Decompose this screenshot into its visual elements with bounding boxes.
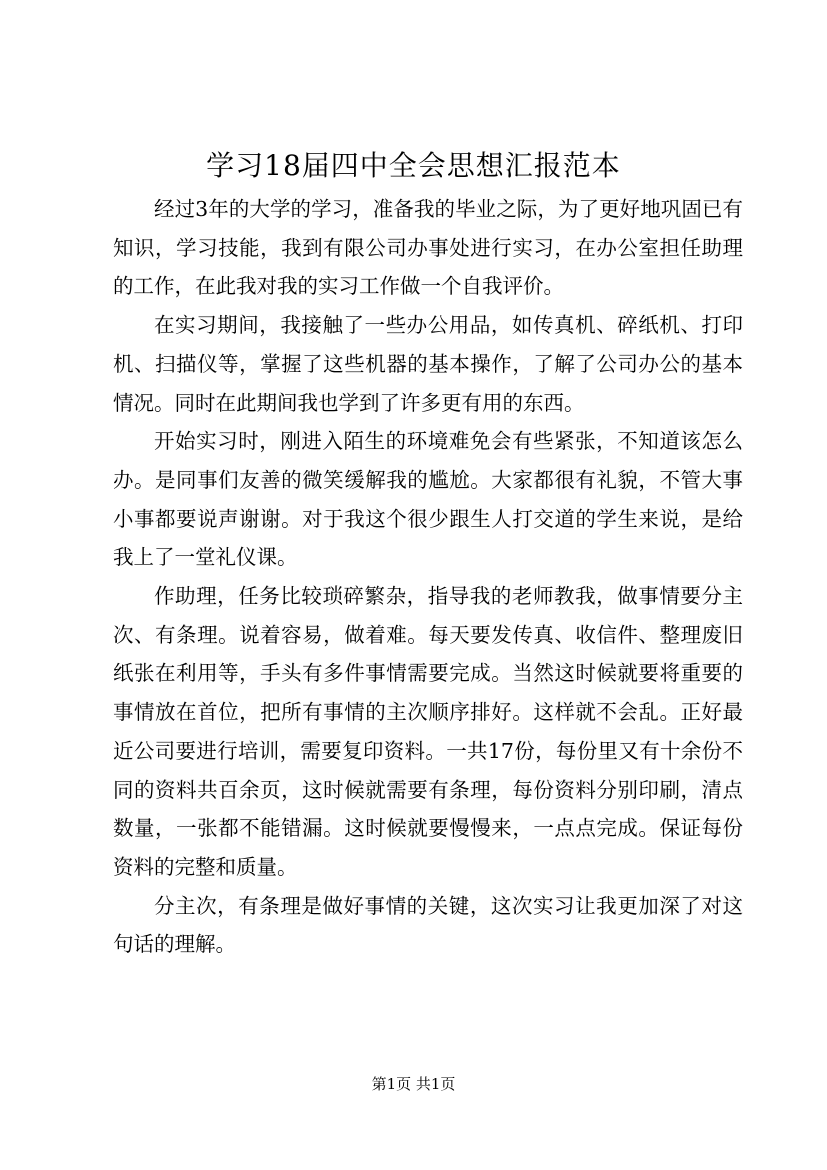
- paragraph-3: 开始实习时，刚进入陌生的环境难免会有些紧张，不知道该怎么办。是同事们友善的微笑缓解我的尴尬。大家都很有礼貌，不管大事小事都要说声谢谢。对于我这个很少跟生人打交道的学生来说，是给我上了一堂礼仪课。: [113, 429, 743, 570]
- paragraph-2: 在实习期间，我接触了一些办公用品，如传真机、碎纸机、打印机、扫描仪等，掌握了这些机器的基本操作，了解了公司办公的基本情况。同时在此期间我也学到了许多更有用的东西。: [113, 313, 743, 415]
- paragraph-1: 经过3年的大学的学习，准备我的毕业之际，为了更好地巩固已有知识，学习技能，我到有限公司办事处进行实习，在办公室担任助理的工作，在此我对我的实习工作做一个自我评价。: [113, 197, 743, 299]
- page-footer: 第1页 共1页: [371, 1075, 456, 1093]
- paragraph-5: 分主次，有条理是做好事情的关键，这次实习让我更加深了对这句话的理解。: [113, 893, 743, 957]
- paragraph-4: 作助理，任务比较琐碎繁杂，指导我的老师教我，做事情要分主次、有条理。说着容易，做着难。每天要发传真、收信件、整理废旧纸张在利用等，手头有多件事情需要完成。当然这时候就要将重要的事情放在首位，把所有事情的主次顺序排好。这样就不会乱。正好最近公司要进行培训，需要复印资料。一共17份，每份里又有十余份不同的资料共百余页，这时候就需要有条理，每份资料分别印刷，清点数量，一张都不能错漏。这时候就要慢慢来，一点点完成。保证每份资料的完整和质量。: [113, 584, 743, 879]
- document-title: 学习18届四中全会思想汇报范本: [206, 149, 621, 182]
- document-body: [113, 190, 743, 964]
